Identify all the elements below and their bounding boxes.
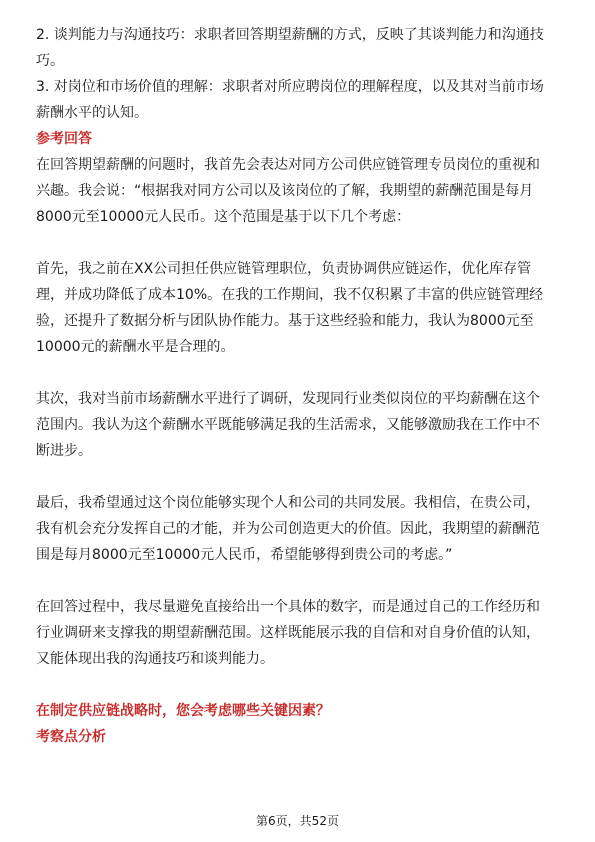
paragraph-line: 断进步。	[36, 443, 92, 459]
paragraph-line: 范围内。我认为这个薪酬水平既能够满足我的生活需求，又能够激励我在工作中不	[36, 417, 540, 433]
answer-second-paragraph	[36, 386, 559, 464]
paragraph-line: 理，并成功降低了成本10%。在我的工作期间，我不仅积累了丰富的供应链管理经	[36, 287, 544, 303]
criteria-item-2	[36, 22, 559, 74]
answer-last-paragraph	[36, 490, 559, 568]
criteria-item-3-line: 3. 对岗位和市场价值的理解：求职者对所应聘岗位的理解程度，以及其对当前市场	[36, 79, 544, 95]
paragraph-spacer	[36, 568, 559, 594]
paragraph-spacer	[36, 672, 559, 698]
paragraph-line: 最后，我希望通过这个岗位能够实现个人和公司的共同发展。我相信，在贵公司，	[36, 495, 540, 511]
paragraph-spacer	[36, 230, 559, 256]
answer-first-paragraph	[36, 256, 559, 360]
paragraph-spacer	[36, 464, 559, 490]
paragraph-line: 其次，我对当前市场薪酬水平进行了调研，发现同行业类似岗位的平均薪酬在这个	[36, 391, 540, 407]
paragraph-line: 行业调研来支撑我的期望薪酬范围。这样既能展示我的自信和对自身价值的认知，	[36, 625, 540, 641]
paragraph-line: 在回答过程中，我尽量避免直接给出一个具体的数字，而是通过自己的工作经历和	[36, 599, 540, 615]
paragraph-line: 首先，我之前在XX公司担任供应链管理职位，负责协调供应链运作，优化库存管	[36, 261, 532, 277]
criteria-item-3-line: 薪酬水平的认知。	[36, 105, 148, 121]
next-question-heading: 在制定供应链战略时，您会考虑哪些关键因素？	[36, 703, 330, 719]
reference-answer-heading: 参考回答	[36, 131, 92, 147]
paragraph-line: 又能体现出我的沟通技巧和谈判能力。	[36, 651, 274, 667]
paragraph-line: 8000元至10000元人民币。这个范围是基于以下几个考虑：	[36, 209, 411, 225]
paragraph-spacer	[36, 360, 559, 386]
answer-intro-paragraph	[36, 152, 559, 230]
criteria-item-3	[36, 74, 559, 126]
page-number: 第6页，共52页	[256, 814, 339, 828]
criteria-item-2-line: 巧。	[36, 53, 64, 69]
paragraph-line: 我有机会充分发挥自己的才能，并为公司创造更大的价值。因此，我期望的薪酬范	[36, 521, 540, 537]
paragraph-line: 10000元的薪酬水平是合理的。	[36, 339, 235, 355]
document-page	[36, 22, 559, 750]
analysis-heading: 考察点分析	[36, 729, 106, 745]
answer-summary-paragraph	[36, 594, 559, 672]
paragraph-line: 验，还提升了数据分析与团队协作能力。基于这些经验和能力，我认为8000元至	[36, 313, 534, 329]
criteria-item-2-line: 2. 谈判能力与沟通技巧：求职者回答期望薪酬的方式，反映了其谈判能力和沟通技	[36, 27, 544, 43]
paragraph-line: 兴趣。我会说：“根据我对同方公司以及该岗位的了解，我期望的薪酬范围是每月	[36, 183, 534, 199]
paragraph-line: 在回答期望薪酬的问题时，我首先会表达对同方公司供应链管理专员岗位的重视和	[36, 157, 540, 173]
paragraph-line: 围是每月8000元至10000元人民币，希望能够得到贵公司的考虑。”	[36, 547, 453, 563]
